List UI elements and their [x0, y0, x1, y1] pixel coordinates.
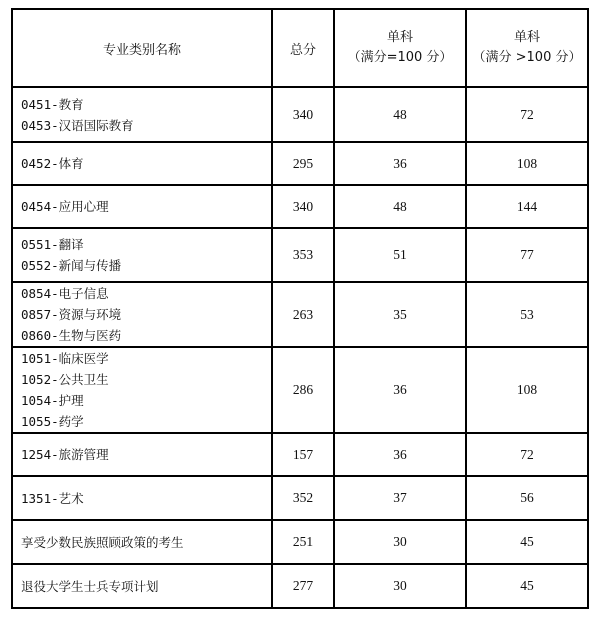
header-total: 总分 — [272, 9, 334, 87]
category-name: 1054-护理 — [21, 393, 84, 408]
header-row — [12, 9, 588, 87]
single-100-score: 36 — [334, 142, 466, 185]
header-single-100-line1: 单科 — [386, 30, 413, 45]
category-cell — [12, 282, 272, 347]
category-name: 0454-应用心理 — [21, 199, 109, 214]
category-cell — [12, 476, 272, 520]
category-cell — [12, 564, 272, 608]
table-row — [12, 282, 588, 347]
header-single-100 — [334, 9, 466, 87]
header-single-gt100-line2: （满分 >100 分） — [472, 50, 582, 65]
score-table — [11, 8, 589, 609]
single-gt100-score: 108 — [466, 142, 588, 185]
total-score: 340 — [272, 185, 334, 228]
single-100-score: 48 — [334, 185, 466, 228]
category-name: 1055-药学 — [21, 414, 84, 429]
table-row — [12, 228, 588, 282]
table-row — [12, 433, 588, 476]
single-gt100-score: 144 — [466, 185, 588, 228]
total-score: 157 — [272, 433, 334, 476]
single-100-score: 30 — [334, 564, 466, 608]
category-name: 享受少数民族照顾政策的考生 — [21, 534, 184, 550]
single-gt100-score: 45 — [466, 564, 588, 608]
category-name: 0854-电子信息 — [21, 286, 109, 301]
category-name: 0860-生物与医药 — [21, 328, 122, 343]
table-row — [12, 347, 588, 433]
header-single-100-line2: （满分=100 分） — [347, 50, 453, 65]
total-score: 353 — [272, 228, 334, 282]
total-score: 295 — [272, 142, 334, 185]
total-score: 340 — [272, 87, 334, 142]
single-100-score: 30 — [334, 520, 466, 564]
single-gt100-score: 72 — [466, 433, 588, 476]
category-cell — [12, 142, 272, 185]
single-100-score: 37 — [334, 476, 466, 520]
single-gt100-score: 108 — [466, 347, 588, 433]
category-name: 1051-临床医学 — [21, 351, 109, 366]
category-name: 1052-公共卫生 — [21, 372, 109, 387]
single-100-score: 35 — [334, 282, 466, 347]
category-cell — [12, 520, 272, 564]
total-score: 263 — [272, 282, 334, 347]
table-row — [12, 142, 588, 185]
category-cell — [12, 228, 272, 282]
category-name: 0552-新闻与传播 — [21, 258, 122, 273]
single-100-score: 36 — [334, 347, 466, 433]
table-row — [12, 520, 588, 564]
category-name: 退役大学生士兵专项计划 — [21, 578, 159, 594]
category-name: 1351-艺术 — [21, 490, 84, 506]
single-gt100-score: 77 — [466, 228, 588, 282]
total-score: 277 — [272, 564, 334, 608]
single-gt100-score: 45 — [466, 520, 588, 564]
total-score: 286 — [272, 347, 334, 433]
score-table-container — [11, 8, 589, 609]
category-cell — [12, 87, 272, 142]
total-score: 251 — [272, 520, 334, 564]
total-score: 352 — [272, 476, 334, 520]
single-gt100-score: 56 — [466, 476, 588, 520]
single-100-score: 48 — [334, 87, 466, 142]
table-row — [12, 476, 588, 520]
header-single-gt100 — [466, 9, 588, 87]
single-gt100-score: 72 — [466, 87, 588, 142]
category-cell — [12, 347, 272, 433]
single-gt100-score: 53 — [466, 282, 588, 347]
single-100-score: 36 — [334, 433, 466, 476]
table-row — [12, 564, 588, 608]
table-row — [12, 185, 588, 228]
header-category: 专业类别名称 — [12, 9, 272, 87]
table-row — [12, 87, 588, 142]
single-100-score: 51 — [334, 228, 466, 282]
category-cell — [12, 433, 272, 476]
category-cell — [12, 185, 272, 228]
category-name: 0451-教育 — [21, 96, 84, 112]
category-name: 0452-体育 — [21, 156, 84, 171]
category-name: 0857-资源与环境 — [21, 307, 122, 322]
category-name: 0453-汉语国际教育 — [21, 117, 134, 133]
category-name: 0551-翻译 — [21, 237, 84, 252]
category-name: 1254-旅游管理 — [21, 447, 109, 462]
header-single-gt100-line1: 单科 — [513, 30, 540, 45]
